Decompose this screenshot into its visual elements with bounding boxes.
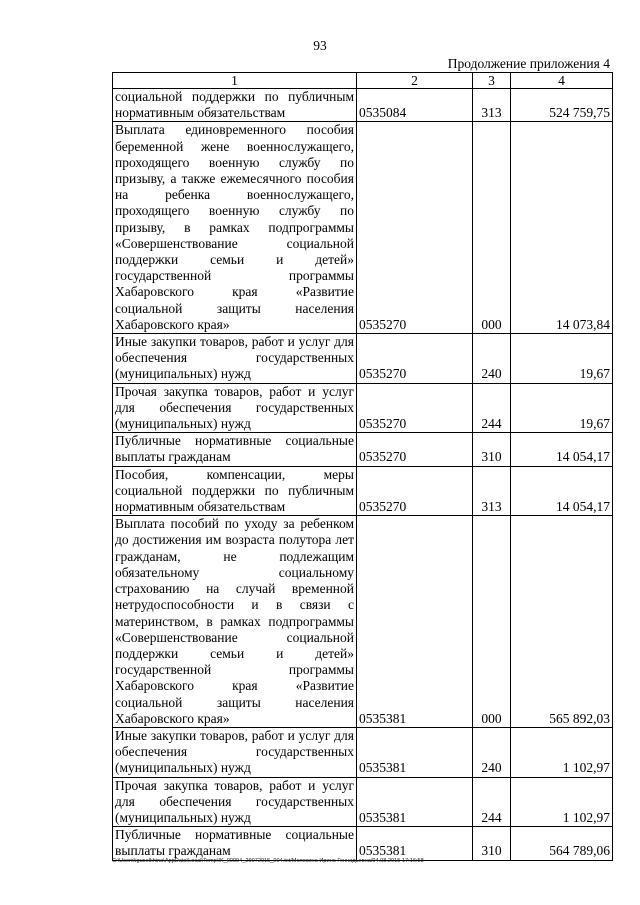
- amount: 14 073,84: [511, 122, 613, 334]
- expense-type-code: 244: [473, 383, 511, 433]
- amount: 565 892,03: [511, 516, 613, 728]
- expense-name: Публичные нормативные социальные выплаты гражданам: [113, 433, 357, 466]
- expense-name: Публичные нормативные социальные выплаты гражданам: [113, 827, 357, 860]
- header-col-1: 1: [113, 73, 357, 89]
- expense-name: Прочая закупка товаров, работ и услуг для обеспечения государственных (муниципальных) нужд: [113, 383, 357, 433]
- table-row: [113, 383, 613, 433]
- file-path-footer: C:\Users\iguselkhina\AppData\Local\Temp\IK_00094_29072015_004.txt/Мелехина Ирина Геннадьевна/04.08.2015 17:16:58: [112, 858, 424, 864]
- header-col-2: 2: [357, 73, 473, 89]
- table-row: [113, 727, 613, 777]
- amount: 14 054,17: [511, 466, 613, 516]
- target-code: 0535381: [357, 827, 473, 860]
- expense-name: социальной поддержки по публичным нормативным обязательствам: [113, 89, 357, 122]
- expense-name: Прочая закупка товаров, работ и услуг для обеспечения государственных (муниципальных) нужд: [113, 777, 357, 827]
- target-code: 0535084: [357, 89, 473, 122]
- expense-type-code: 240: [473, 727, 511, 777]
- expense-name: Иные закупки товаров, работ и услуг для обеспечения государственных (муниципальных) нужд: [113, 727, 357, 777]
- amount: 19,67: [511, 383, 613, 433]
- amount: 19,67: [511, 334, 613, 384]
- target-code: 0535381: [357, 727, 473, 777]
- target-code: 0535270: [357, 122, 473, 334]
- header-col-3: 3: [473, 73, 511, 89]
- expense-name: Выплата единовременного пособия беременной жене военнослужащего, проходящего военную службу по призыву, а также ежемесячного пособия на ребенка военнослужащего, проходящего военную службу по призыву, в рамках подпрограммы «Совершенствование социальной поддержки семьи и детей» государственной программы Хабаровского края «Развитие социальной защиты населения Хабаровского края»: [113, 122, 357, 334]
- table-row: [113, 516, 613, 728]
- amount: 1 102,97: [511, 727, 613, 777]
- target-code: 0535381: [357, 777, 473, 827]
- amount: 524 759,75: [511, 89, 613, 122]
- amount: 564 789,06: [511, 827, 613, 860]
- table-row: [113, 334, 613, 384]
- expense-type-code: 244: [473, 777, 511, 827]
- table-row: [113, 827, 613, 860]
- expense-type-code: 310: [473, 827, 511, 860]
- header-row: [113, 73, 613, 89]
- target-code: 0535381: [357, 516, 473, 728]
- expense-type-code: 313: [473, 466, 511, 516]
- table-row: [113, 466, 613, 516]
- page-number: 93: [313, 38, 327, 53]
- target-code: 0535270: [357, 433, 473, 466]
- expense-type-code: 000: [473, 122, 511, 334]
- target-code: 0535270: [357, 466, 473, 516]
- expense-name: Выплата пособий по уходу за ребенком до достижения им возраста полутора лет гражданам, не подлежащим обязательному социальному страхованию на случай временной нетрудоспособности и в связи с материнством, в рамках подпрограммы «Совершенствование социальной поддержки семьи и детей» государственной программы Хабаровского края «Развитие социальной защиты населения Хабаровского края»: [113, 516, 357, 728]
- continuation-label: Продолжение приложения 4: [447, 56, 610, 71]
- target-code: 0535270: [357, 383, 473, 433]
- table-row: [113, 122, 613, 334]
- budget-table: [112, 72, 613, 861]
- table-row: [113, 433, 613, 466]
- header-col-4: 4: [511, 73, 613, 89]
- expense-type-code: 310: [473, 433, 511, 466]
- amount: 14 054,17: [511, 433, 613, 466]
- expense-type-code: 000: [473, 516, 511, 728]
- table-row: [113, 89, 613, 122]
- table-row: [113, 777, 613, 827]
- expense-type-code: 313: [473, 89, 511, 122]
- amount: 1 102,97: [511, 777, 613, 827]
- expense-name: Иные закупки товаров, работ и услуг для обеспечения государственных (муниципальных) нужд: [113, 334, 357, 384]
- expense-name: Пособия, компенсации, меры социальной поддержки по публичным нормативным обязательствам: [113, 466, 357, 516]
- target-code: 0535270: [357, 334, 473, 384]
- expense-type-code: 240: [473, 334, 511, 384]
